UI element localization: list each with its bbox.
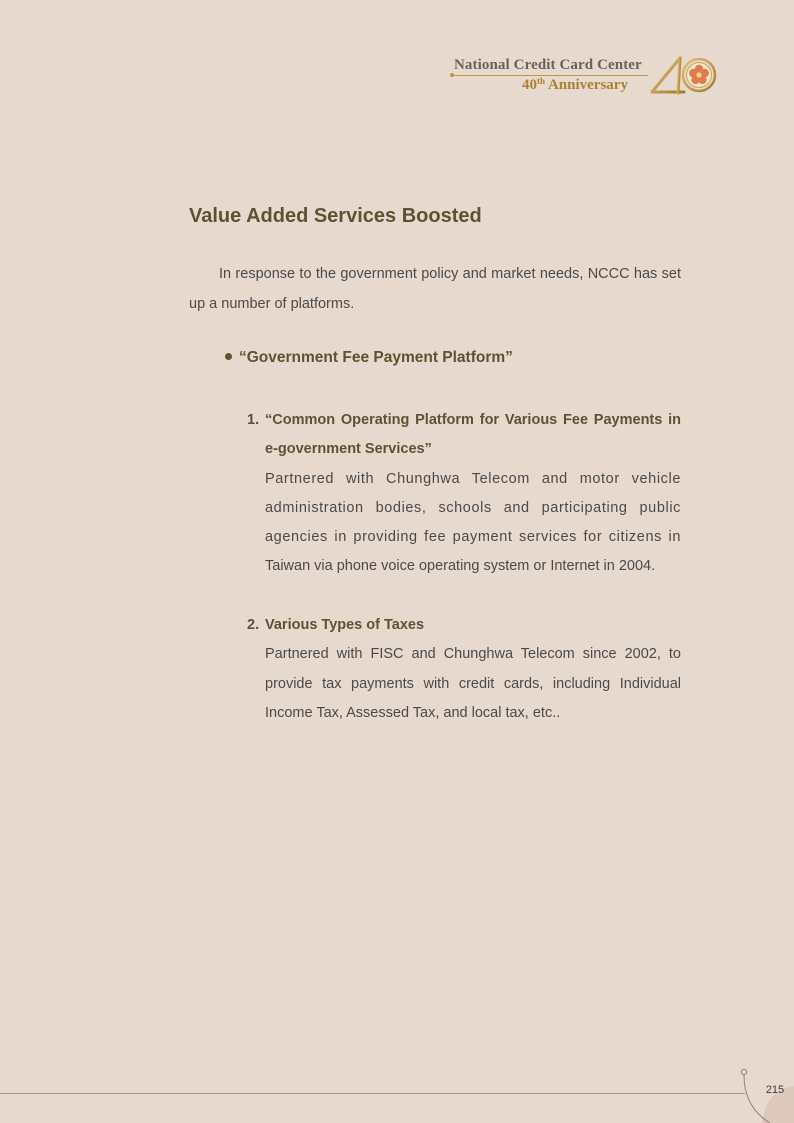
list-item-title: Various Types of Taxes xyxy=(265,617,425,633)
nccc-40th-anniversary-logo xyxy=(448,52,728,100)
list-item-title: “Common Operating Platform for Various Fee Payments in e-government Services” xyxy=(265,412,681,458)
footer-rule xyxy=(0,1093,745,1094)
list-item xyxy=(247,611,681,728)
bullet-heading xyxy=(225,349,513,367)
bullet-dot-icon xyxy=(225,353,232,360)
logo-subtitle-word: Anniversary xyxy=(547,77,628,93)
list-item-body-part: Partnered with Chunghwa Telecom and motor vehicle administration bodies, schools and participating public agencies in providing fee payment services for citizens in xyxy=(265,470,681,546)
list-item-number: 1. xyxy=(247,412,260,428)
page-number: 215 xyxy=(765,1084,785,1096)
logo-title: National Credit Card Center xyxy=(454,57,642,73)
section-heading: Value Added Services Boosted xyxy=(189,205,482,227)
list-item xyxy=(247,406,681,582)
list-item-body: Partnered with FISC and Chunghwa Telecom since 2002, to provide tax payments with credit cards, including Individual Income Tax, Assessed Tax, and local tax, etc.. xyxy=(265,646,681,721)
40-plum-blossom-emblem-icon xyxy=(650,56,722,96)
logo-subtitle xyxy=(522,76,628,94)
logo-subtitle-number: 40 xyxy=(522,77,537,93)
list-item-number: 2. xyxy=(247,617,260,633)
logo-subtitle-ordinal: th xyxy=(537,76,546,86)
list-item-body xyxy=(265,465,681,582)
list-item-body-part: Taiwan via phone voice operating system or Internet in 2004. xyxy=(265,558,656,575)
intro-paragraph: In response to the government policy and market needs, NCCC has set up a number of platforms. xyxy=(189,266,681,312)
bullet-heading-text: “Government Fee Payment Platform” xyxy=(239,349,513,366)
